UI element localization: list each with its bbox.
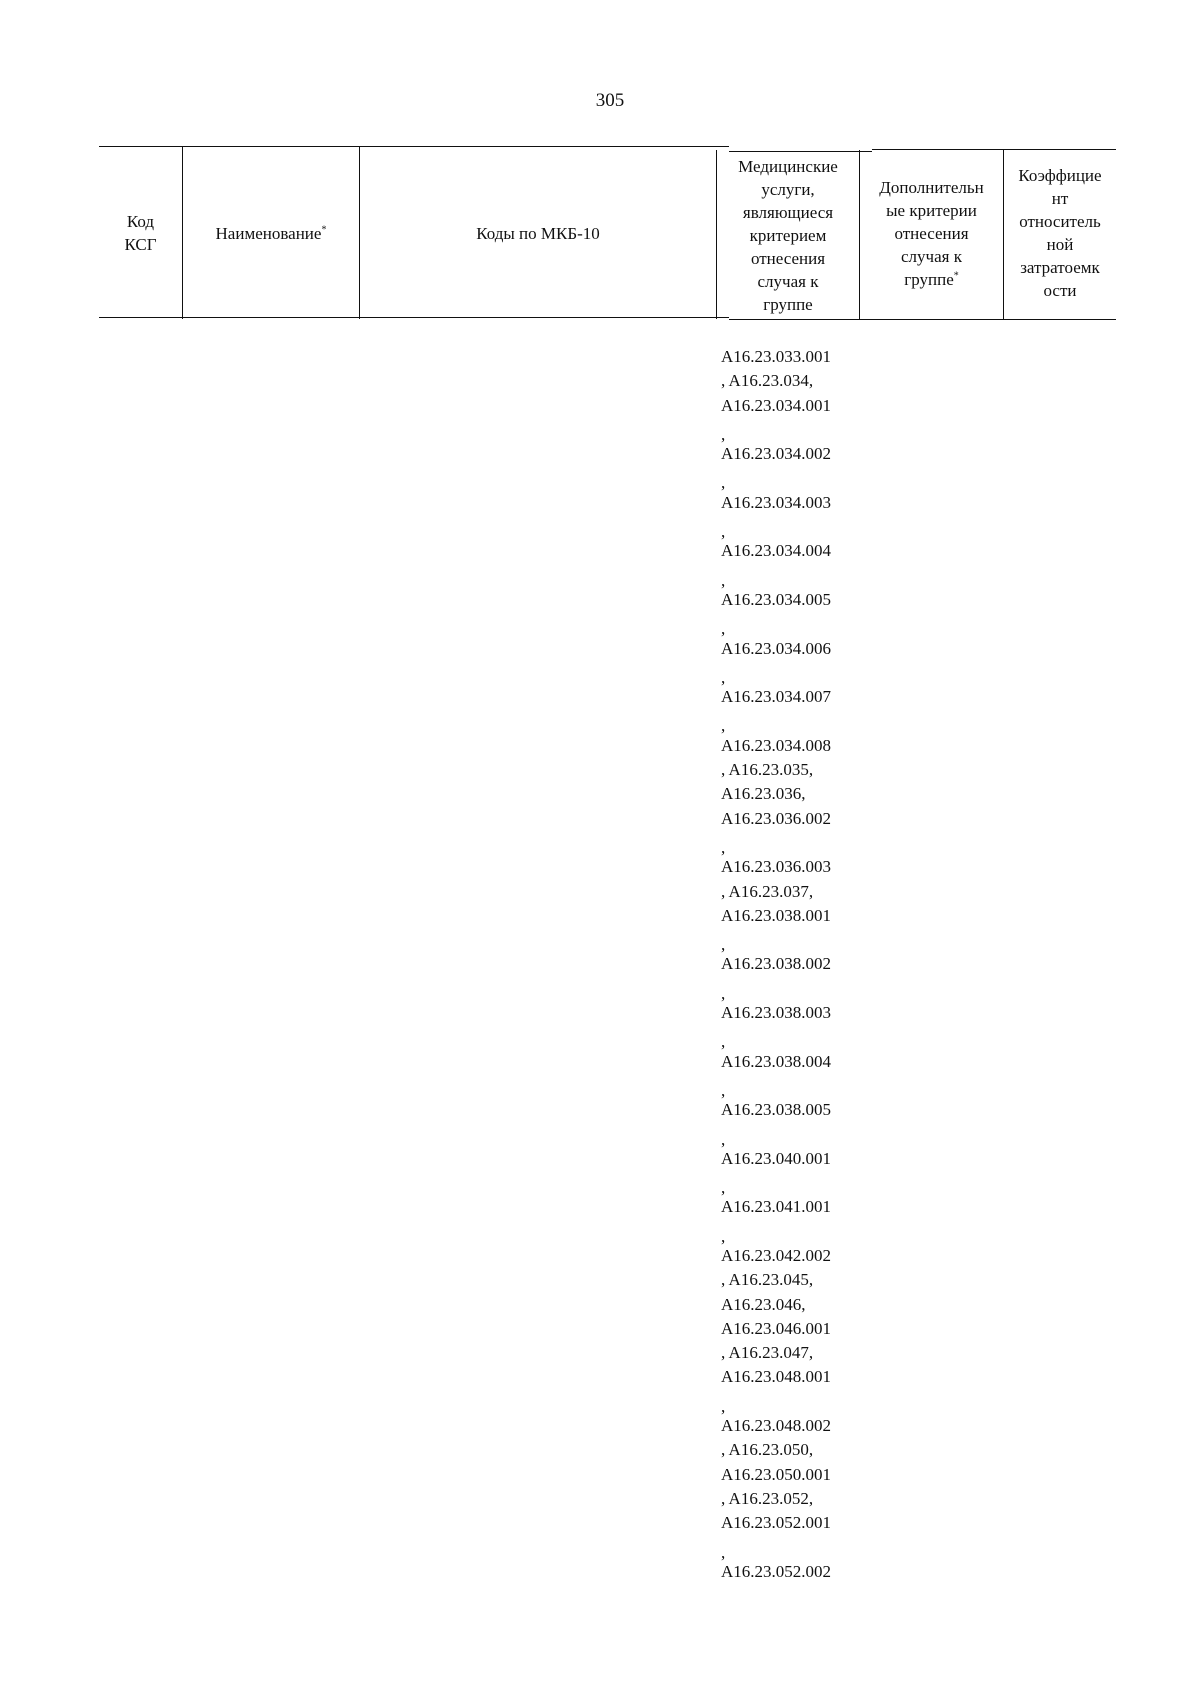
header-name-text: Наименование bbox=[215, 223, 322, 243]
header-name-footnote-mark: * bbox=[321, 223, 327, 235]
table-header bbox=[99, 146, 1116, 319]
service-code-line: , A16.23.050, bbox=[721, 1440, 814, 1460]
service-code-line: A16.23.036, bbox=[721, 784, 806, 804]
header-icd-codes bbox=[360, 150, 716, 316]
service-code-line: , A16.23.052, bbox=[721, 1488, 814, 1508]
service-code-line: A16.23.036.002 bbox=[721, 808, 832, 828]
header-coefficient-line: ной bbox=[1046, 235, 1074, 254]
service-code-line: A16.23.034.006 bbox=[721, 638, 832, 658]
service-code-line: A16.23.034.007 bbox=[721, 687, 832, 707]
service-code-line: , bbox=[721, 570, 726, 590]
header-coefficient-line: Коэффицие bbox=[1018, 166, 1102, 185]
service-code-line: , bbox=[721, 1226, 726, 1246]
service-code-line: , bbox=[721, 1396, 726, 1416]
service-code-line: , A16.23.035, bbox=[721, 760, 814, 780]
service-code-line: A16.23.038.002 bbox=[721, 954, 832, 974]
header-services-line: группе bbox=[763, 294, 813, 314]
header-coefficient-line: нт bbox=[1051, 189, 1069, 208]
service-code-line: A16.23.034.004 bbox=[721, 541, 832, 561]
header-additional-line: отнесения bbox=[894, 223, 969, 243]
service-code-line: A16.23.052.002 bbox=[721, 1561, 832, 1581]
service-code-line: , bbox=[721, 424, 726, 444]
header-additional-line: группе bbox=[904, 269, 954, 289]
service-code-line: , A16.23.034, bbox=[721, 371, 814, 391]
header-coefficient-line: затратоемк bbox=[1020, 258, 1100, 277]
service-code-line: A16.23.034.003 bbox=[721, 492, 832, 512]
service-code-line: , bbox=[721, 935, 726, 955]
service-code-line: , A16.23.047, bbox=[721, 1343, 814, 1363]
header-coefficient-line: ости bbox=[1043, 281, 1077, 300]
service-code-line: , A16.23.037, bbox=[721, 881, 814, 901]
service-code-line: A16.23.048.002 bbox=[721, 1416, 832, 1436]
service-code-line: , A16.23.045, bbox=[721, 1270, 814, 1290]
service-code-line: , bbox=[721, 1129, 726, 1149]
service-code-line: A16.23.040.001 bbox=[721, 1148, 832, 1168]
service-code-line: A16.23.034.001 bbox=[721, 395, 832, 415]
page-number: 305 bbox=[595, 90, 625, 111]
header-code-ksg-line: КСГ bbox=[124, 235, 157, 254]
header-services-line: критерием bbox=[749, 225, 827, 245]
service-code-line: , bbox=[721, 1542, 726, 1562]
header-coefficient-line: относитель bbox=[1019, 212, 1101, 231]
service-code-line: A16.23.041.001 bbox=[721, 1197, 832, 1217]
service-code-line: A16.23.034.008 bbox=[721, 735, 832, 755]
service-code-line: A16.23.033.001 bbox=[721, 347, 832, 366]
header-icd-codes-text: Коды по МКБ-10 bbox=[476, 223, 600, 243]
header-services-line: услуги, bbox=[761, 179, 815, 199]
service-code-line: , bbox=[721, 619, 726, 639]
header-services-line: Медицинские bbox=[738, 156, 838, 176]
service-code-line: , bbox=[721, 716, 726, 736]
service-code-line: , bbox=[721, 1080, 726, 1100]
header-name bbox=[183, 150, 359, 316]
service-code-line: , bbox=[721, 1178, 726, 1198]
header-additional-line: Дополнительн bbox=[879, 177, 984, 197]
service-code-line: A16.23.034.002 bbox=[721, 444, 832, 464]
header-additional-criteria bbox=[860, 150, 1003, 316]
header-additional-line: случая к bbox=[901, 246, 962, 266]
service-code-line: A16.23.034.005 bbox=[721, 589, 832, 609]
header-additional-line: ые критерии bbox=[886, 200, 977, 220]
header-top-rule bbox=[99, 146, 729, 147]
service-code-line: , bbox=[721, 983, 726, 1003]
header-code-ksg-line: Код bbox=[126, 212, 155, 231]
header-code-ksg bbox=[99, 150, 182, 316]
service-code-line: A16.23.046, bbox=[721, 1294, 806, 1314]
header-services-line: случая к bbox=[757, 271, 819, 291]
header-coefficient bbox=[1004, 150, 1116, 316]
header-services-line: являющиеся bbox=[742, 202, 834, 222]
header-additional-footnote-mark: * bbox=[953, 269, 959, 281]
service-code-line: A16.23.050.001 bbox=[721, 1464, 832, 1484]
service-code-line: A16.23.048.001 bbox=[721, 1367, 832, 1387]
service-code-line: , bbox=[721, 473, 726, 493]
header-services-line: отнесения bbox=[750, 248, 826, 268]
service-code-line: , bbox=[721, 667, 726, 687]
header-bottom-rule bbox=[99, 317, 729, 318]
service-codes-cell bbox=[721, 345, 861, 1584]
service-code-line: , bbox=[721, 837, 726, 857]
service-code-line: A16.23.042.002 bbox=[721, 1245, 832, 1265]
header-bottom-rule-right bbox=[729, 319, 1116, 320]
service-code-line: A16.23.036.003 bbox=[721, 857, 832, 877]
service-code-line: , bbox=[721, 1032, 726, 1052]
service-code-line: A16.23.046.001 bbox=[721, 1318, 832, 1338]
service-code-line: A16.23.038.005 bbox=[721, 1100, 832, 1120]
service-code-line: A16.23.052.001 bbox=[721, 1513, 832, 1533]
service-code-line: A16.23.038.003 bbox=[721, 1003, 832, 1023]
header-services bbox=[717, 152, 859, 318]
service-code-line: A16.23.038.001 bbox=[721, 905, 832, 925]
service-code-line: A16.23.038.004 bbox=[721, 1051, 832, 1071]
service-code-line: , bbox=[721, 522, 726, 542]
